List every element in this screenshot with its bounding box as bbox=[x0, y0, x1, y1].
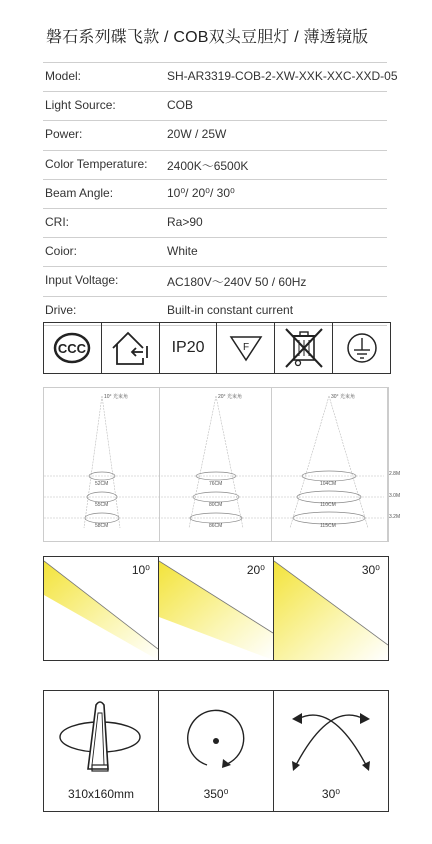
beam-heading: 10° 光束角 bbox=[104, 394, 128, 400]
certification-icons bbox=[43, 322, 391, 374]
spec-label: Light Source: bbox=[45, 98, 116, 113]
spec-value: SH-AR3319-COB-2-XW-XXK-XXC-XXD-05 bbox=[167, 69, 398, 83]
spec-value: COB bbox=[167, 98, 194, 113]
weee-bin-icon bbox=[275, 323, 333, 373]
fixture-size-icon bbox=[44, 691, 158, 786]
spec-row-color bbox=[43, 238, 387, 267]
beam-distance: 3.0M bbox=[389, 493, 401, 499]
spec-value: 20W / 25W bbox=[167, 127, 227, 142]
beam-angle-30-panel bbox=[274, 557, 388, 660]
beam-spread-diagram bbox=[43, 387, 389, 542]
spec-row-power bbox=[43, 121, 387, 150]
spec-row-color-temperature bbox=[43, 151, 387, 180]
spec-label: Model: bbox=[45, 69, 82, 83]
beam-angle-label: 30⁰ bbox=[361, 563, 380, 577]
beam-diameter: 104CM bbox=[320, 481, 337, 487]
spec-label: CRI: bbox=[45, 214, 69, 229]
tilt-icon bbox=[274, 691, 388, 786]
beam-diameter: 115CM bbox=[320, 523, 336, 529]
beam-distance: 2.8M bbox=[389, 471, 401, 477]
rotation-icon bbox=[159, 691, 273, 786]
tilt-label: 30⁰ bbox=[321, 787, 341, 801]
indoor-use-icon bbox=[102, 323, 160, 373]
spec-value: AC180V～240V 50 / 60Hz bbox=[167, 275, 307, 290]
beam-angle-label: 20⁰ bbox=[246, 563, 265, 577]
beam-diameter: 76CM bbox=[209, 481, 223, 487]
beam-angle-10-panel bbox=[44, 557, 159, 660]
f-mark-icon bbox=[217, 323, 275, 373]
page-title: 磐石系列碟飞款 / COB双头豆胆灯 / 薄透镜版 bbox=[46, 29, 369, 46]
beam-heading: 20° 光束角 bbox=[218, 394, 242, 400]
beam-heading: 30° 光束角 bbox=[331, 394, 355, 400]
spec-label: Drive: bbox=[45, 302, 77, 317]
spec-label: Coior: bbox=[45, 244, 78, 259]
spec-value: 2400K～6500K bbox=[167, 158, 249, 173]
spec-table bbox=[43, 62, 398, 326]
ccc-text: CCC bbox=[58, 341, 87, 356]
spec-value: 10⁰/ 20⁰/ 30⁰ bbox=[167, 185, 235, 200]
spec-value: Built-in constant current bbox=[167, 302, 294, 317]
spec-value: White bbox=[167, 244, 198, 259]
spec-row-beam-angle bbox=[43, 180, 387, 209]
spec-label: Color Temperature: bbox=[45, 156, 148, 171]
beam-diameter: 58CM bbox=[95, 523, 109, 529]
spec-label: Power: bbox=[45, 127, 83, 142]
f-mark-text: F bbox=[242, 342, 249, 353]
beam-diameter: 55CM bbox=[95, 502, 109, 508]
rotation-label: 350⁰ bbox=[203, 787, 229, 801]
ip20-label: IP20 bbox=[171, 339, 205, 356]
ccc-icon bbox=[44, 323, 102, 373]
dimension-panels bbox=[43, 690, 389, 812]
spec-row-light-source bbox=[43, 92, 387, 121]
beam-angle-label: 10⁰ bbox=[131, 563, 150, 577]
ground-icon bbox=[333, 323, 390, 373]
size-label: 310x160mm bbox=[67, 787, 135, 801]
spec-label: Input Voltage: bbox=[45, 273, 119, 288]
spec-label: Beam Angle: bbox=[45, 185, 114, 200]
spec-row-cri bbox=[43, 209, 387, 238]
spec-row-input-voltage bbox=[43, 267, 387, 296]
tilt-panel bbox=[274, 691, 388, 811]
beam-diameter: 86CM bbox=[209, 523, 223, 529]
spec-value: Ra>90 bbox=[167, 214, 203, 229]
beam-angle-20-panel bbox=[159, 557, 274, 660]
beam-angle-panels bbox=[43, 556, 389, 661]
beam-diameter: 80CM bbox=[209, 502, 223, 508]
spec-row-model bbox=[43, 62, 398, 92]
beam-diameter: 52CM bbox=[95, 481, 109, 487]
rotation-panel bbox=[159, 691, 274, 811]
beam-distance: 3.2M bbox=[389, 514, 401, 520]
beam-diameter: 110CM bbox=[320, 502, 336, 508]
size-panel bbox=[44, 691, 159, 811]
ip20-icon bbox=[160, 323, 218, 373]
